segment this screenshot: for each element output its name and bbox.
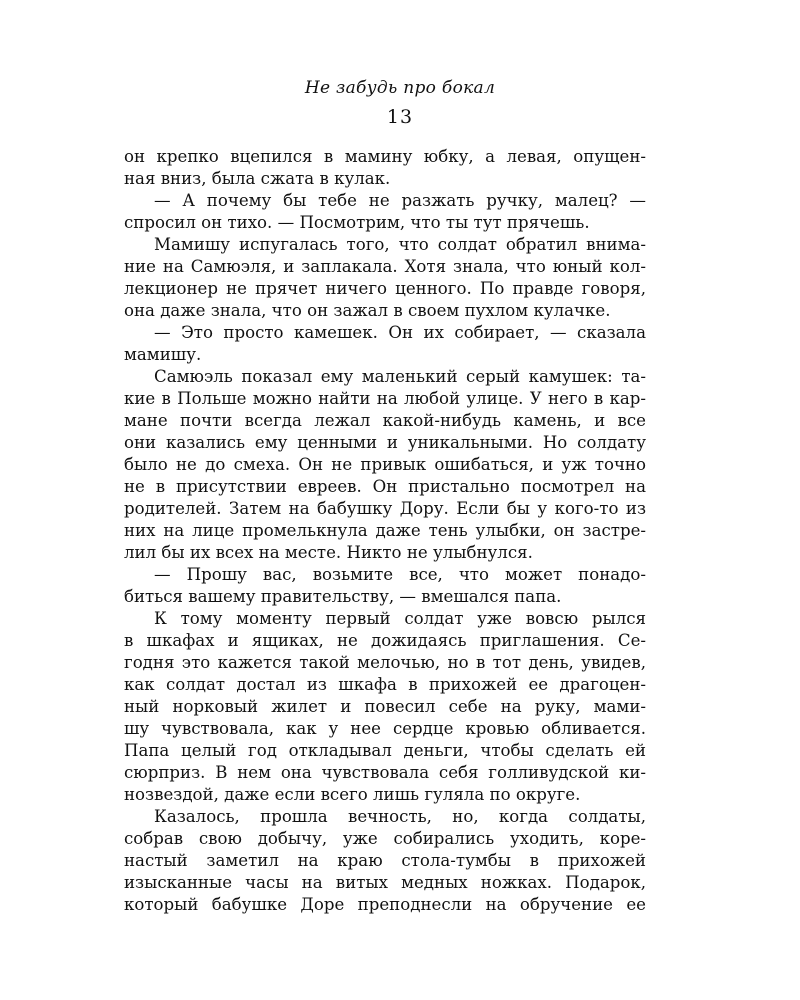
text-line: как солдат достал из шкафа в прихожей ее драгоцен-: [124, 675, 646, 694]
text-line: ние на Самюэля, и заплакала. Хотя знала, что юный кол-: [124, 257, 646, 276]
running-head-title: Не забудь про бокал: [304, 78, 496, 98]
text-line: лил бы их всех на месте. Никто не улыбнулся.: [124, 543, 533, 562]
body-text: [124, 146, 646, 916]
text-line: Самюэль показал ему маленький серый камушек: та-: [154, 367, 646, 386]
text-line: собрав свою добычу, уже собирались уходить, коре-: [124, 829, 646, 848]
text-line: шу чувствовала, как у нее сердце кровью обливается.: [124, 719, 646, 738]
text-line: — А почему бы тебе не разжать ручку, малец? —: [154, 191, 646, 210]
text-line: изысканные часы на витых медных ножках. Подарок,: [124, 873, 646, 892]
text-line: годня это кажется такой мелочью, но в тот день, увидев,: [124, 653, 646, 672]
text-line: настый заметил на краю стола-тумбы в прихожей: [124, 851, 646, 870]
text-line: она даже знала, что он зажал в своем пухлом кулачке.: [124, 301, 611, 320]
text-line: К тому моменту первый солдат уже вовсю рылся: [154, 609, 646, 628]
text-line: Папа целый год откладывал деньги, чтобы сделать ей: [124, 741, 646, 760]
text-line: спросил он тихо. — Посмотрим, что ты тут прячешь.: [124, 213, 590, 232]
text-line: сюрприз. В нем она чувствовала себя голливудской ки-: [124, 763, 646, 782]
text-line: — Это просто камешек. Он их собирает, — сказала: [154, 323, 646, 342]
text-line: он крепко вцепился в мамину юбку, а левая, опущен-: [124, 147, 646, 166]
text-line: мамишу.: [124, 345, 202, 364]
text-line: них на лице промелькнула даже тень улыбки, он застре-: [124, 521, 646, 540]
text-line: мане почти всегда лежал какой-нибудь камень, и все: [124, 411, 646, 430]
text-line: Казалось, прошла вечность, но, когда солдаты,: [154, 807, 646, 826]
text-line: они казались ему ценными и уникальными. Но солдату: [124, 433, 646, 452]
text-line: было не до смеха. Он не привык ошибаться, и уж точно: [124, 455, 646, 474]
text-line: не в присутствии евреев. Он пристально посмотрел на: [124, 477, 646, 496]
text-line: — Прошу вас, возьмите все, что может понадо-: [154, 565, 646, 584]
text-line: биться вашему правительству, — вмешался папа.: [124, 587, 562, 606]
text-line: который бабушке Доре преподнесли на обручение ее: [124, 895, 646, 914]
page-number: 13: [386, 106, 414, 128]
text-line: в шкафах и ящиках, не дожидаясь приглашения. Се-: [124, 631, 646, 650]
text-line: кие в Польше можно найти на любой улице. У него в кар-: [124, 389, 646, 408]
text-line: лекционер не прячет ничего ценного. По правде говоря,: [124, 279, 646, 298]
text-line: нозвездой, даже если всего лишь гуляла по округе.: [124, 785, 581, 804]
text-line: ный норковый жилет и повесил себе на руку, мами-: [124, 697, 646, 716]
text-line: ная вниз, была сжата в кулак.: [124, 169, 391, 188]
text-line: Мамишу испугалась того, что солдат обратил внима-: [154, 235, 646, 254]
text-line: родителей. Затем на бабушку Дору. Если бы у кого-то из: [124, 499, 646, 518]
